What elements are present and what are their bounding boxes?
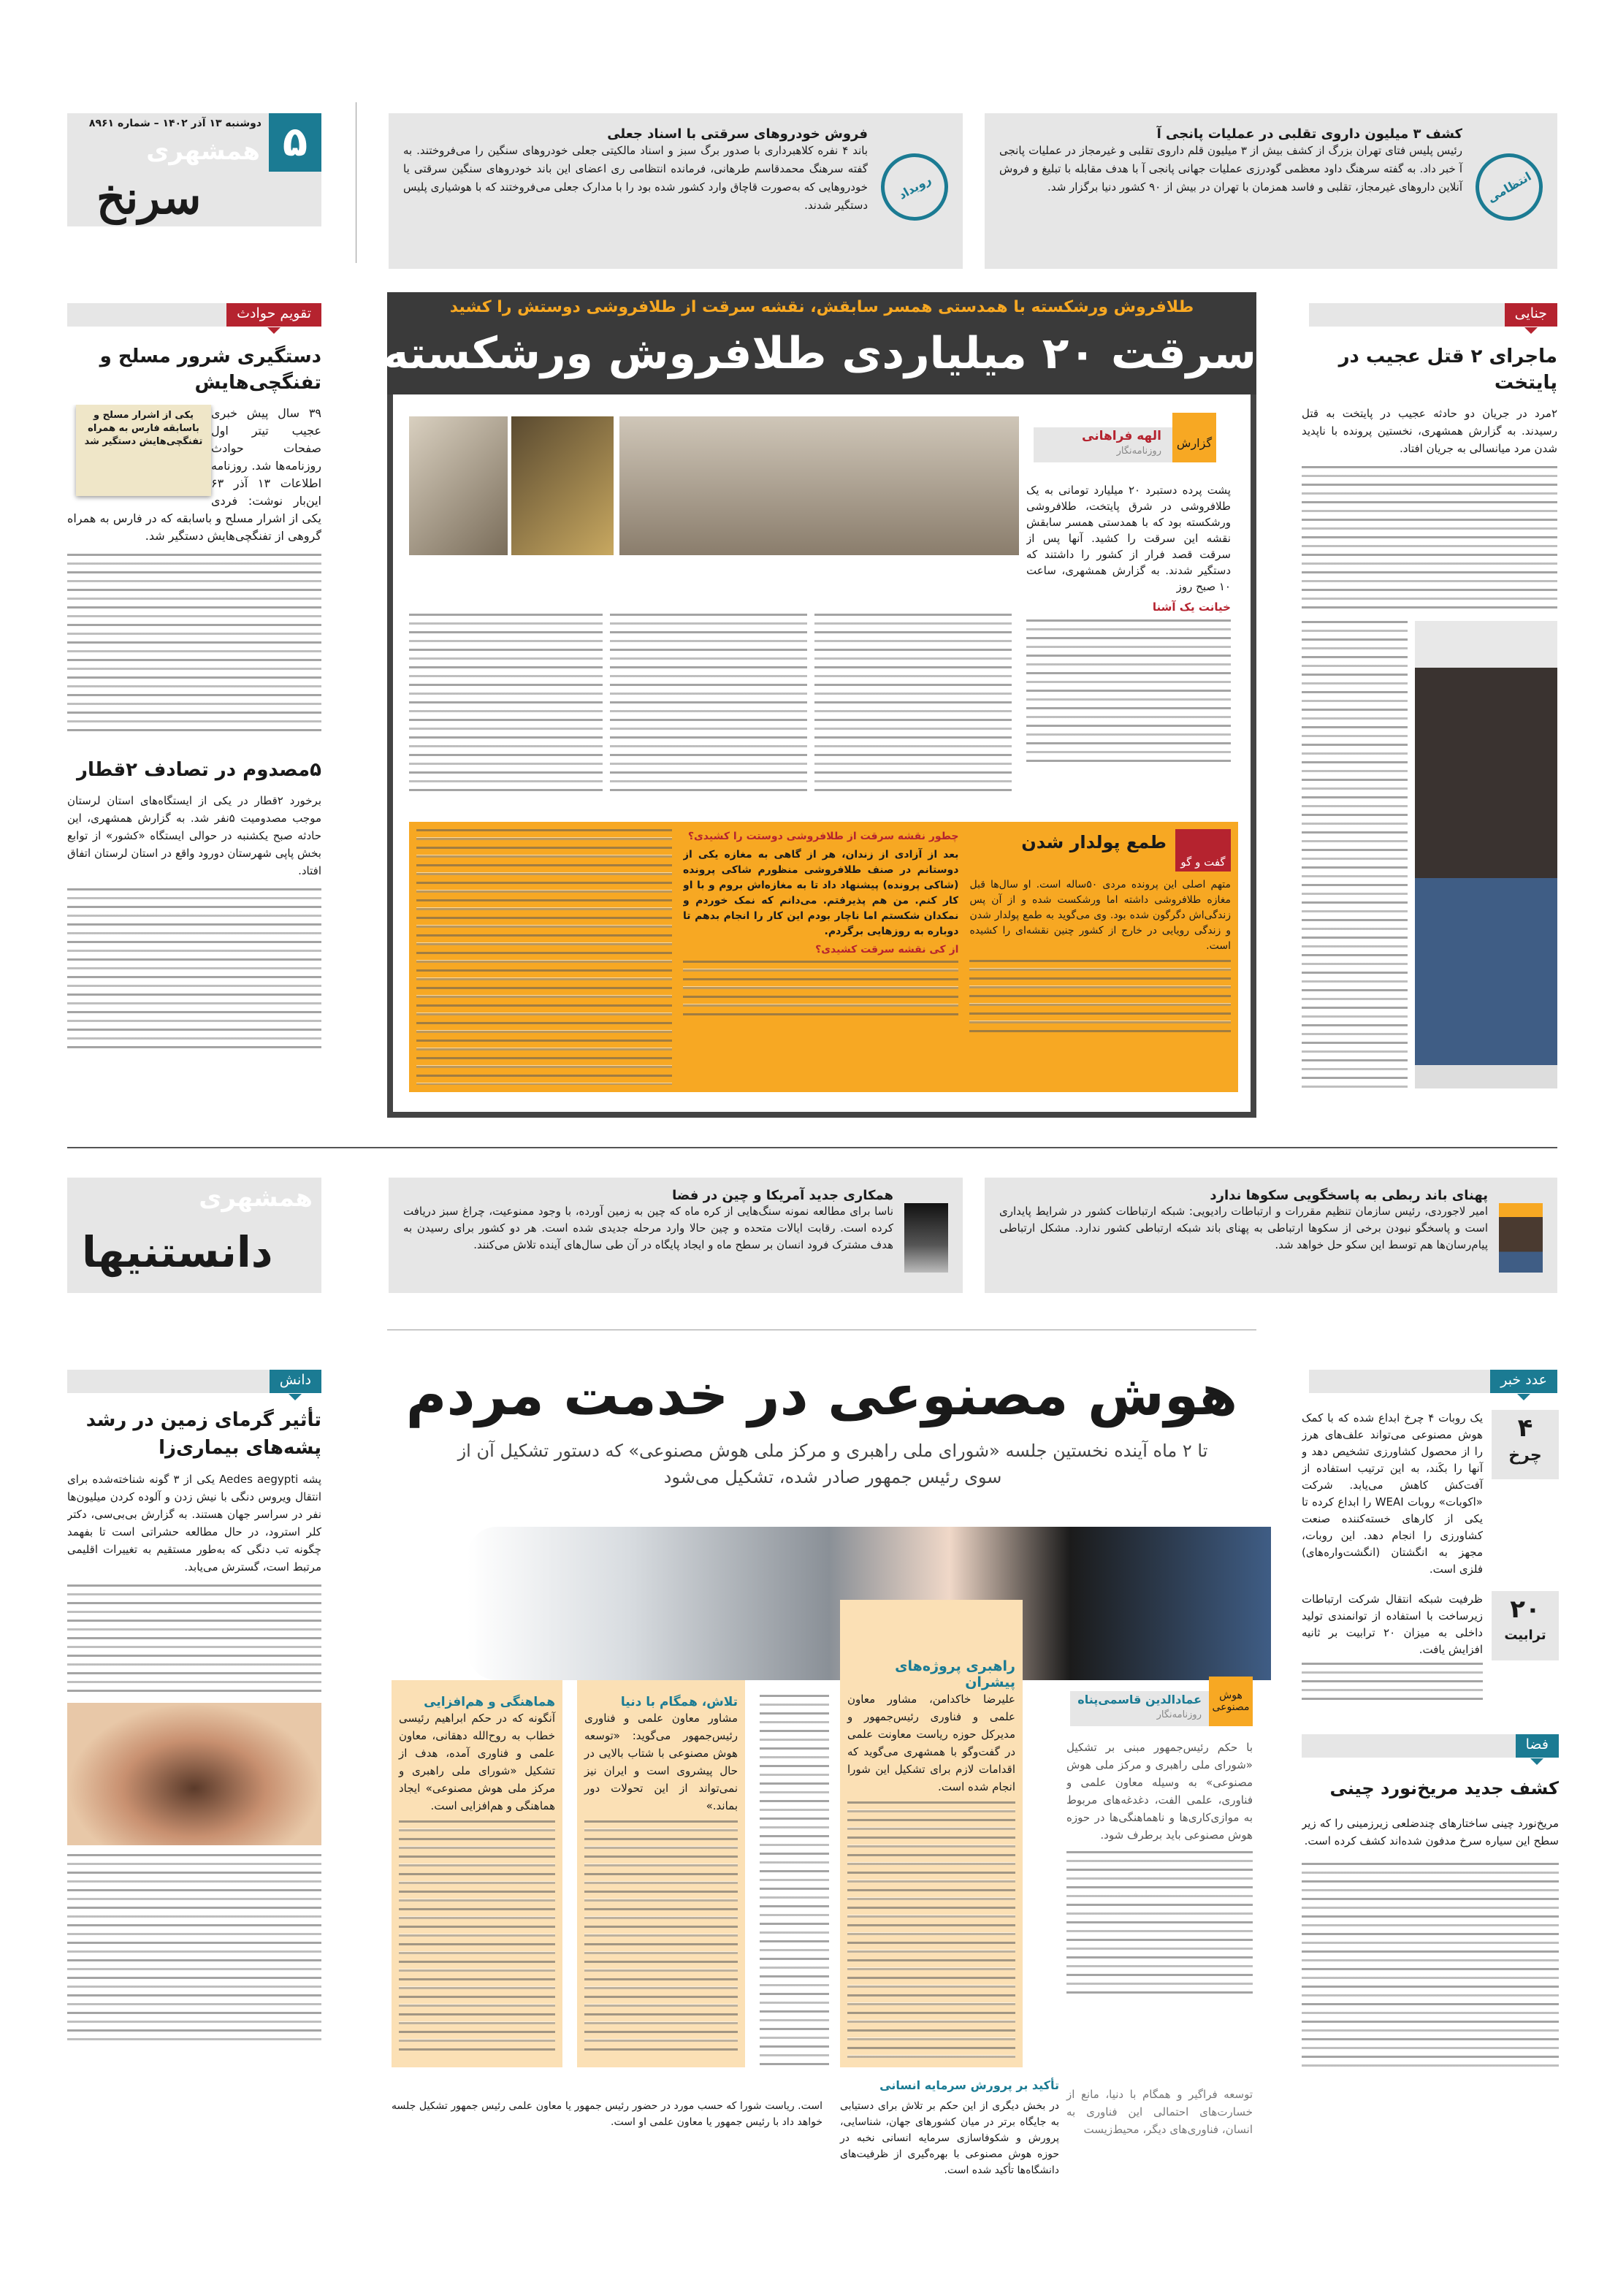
brief-title: پهنای باند ربطی به پاسخگویی سکوها ندارد — [1210, 1188, 1488, 1203]
article-body: ۳۹ سال پیش خبری عجیب تیتر اول صفحات حوادث روزنامه‌ها شد. روزنامه اطلاعات ۱۳ آذر ۶۳ این‌بار نوشت: فردی یکی از اشرار مسلح و باسابقه که در فارس به همراه گروهی از تفنگچی‌هایش دستگیر شد. — [67, 406, 321, 543]
main-headline: سرقت ۲۰ میلیاردی طلافروش ورشکسته — [383, 328, 1256, 379]
brief-box — [389, 113, 963, 269]
right-column — [1302, 343, 1557, 1118]
article-headline: ۵مصدوم در تصادف ۲قطار — [77, 759, 321, 781]
author-role: روزنامه‌نگار — [1116, 446, 1161, 457]
text-lines — [683, 961, 958, 1019]
ai-side-text: توسعه فراگیر و همگام با دنیا، مانع از خسارت‌های احتمالی این فناوری به انسان، فناوری‌های دیگر، محیط‌زیست — [1066, 2088, 1253, 2136]
brief-text: باند ۴ نفره کلاهبرداری با صدور برگ سبز و اسناد مالکیتی جعلی خودروهای سنگین را می‌فروختند. به گفته سرهنگ محمدقاسم طرهانی، فرمانده انتظامی ری اعضای این باند خودروهای سنگین سرقتی یا خودروهایی که به‌صورت قاچاق وارد کشور شده بود را با مدارک جعلی می‌فروختند که با هوشیاری پلیس دستگیر شدند. — [403, 144, 868, 212]
section-tag — [1309, 1370, 1557, 1393]
numbers-column — [1302, 1410, 1559, 2272]
text-lines — [814, 614, 1012, 796]
suspect-photo — [1415, 621, 1557, 1088]
article-headline: دستگیری شرور مسلح و تفنگچی‌هایش — [99, 346, 321, 394]
section-tag — [67, 1370, 321, 1393]
number-item — [1302, 1591, 1559, 1706]
article-lead: پشت پرده دستبرد ۲۰ میلیارد تومانی به یک طلافروشی در شرق پایتخت، طلافروشی ورشکسته بود که با همدستی همسر سابقش نقشه این سرقت را کشید. آنها پس از سرقت قصد فرار از کشور را داشتند که دستگیر شدند. به گزارش همشهری، ساعت ۱۰ صبح روز — [1026, 484, 1231, 593]
ai-column — [840, 1600, 1023, 2067]
text-lines — [67, 1584, 321, 1694]
text-lines — [67, 1854, 321, 2044]
masthead — [67, 113, 321, 226]
main-headline-banner — [383, 292, 1256, 394]
ai-lead-column — [1066, 1739, 1253, 2075]
section-label: گزارش — [1172, 413, 1216, 462]
tag-label: جنایی — [1505, 303, 1557, 327]
section-label: هوش مصنوعی — [1209, 1677, 1253, 1726]
text-lines — [1302, 621, 1408, 1088]
text-lines — [67, 888, 321, 1049]
subheading: تأکید بر پرورش سرمایه انسانی — [879, 2078, 1059, 2092]
author-name: الهه فراهانی — [1082, 429, 1161, 443]
brief-text: امیر لاجوردی، رئیس سازمان تنظیم مقررات و ارتباطات رادیویی: شبکه ارتباطات کشور در شرایط پایداری است و پاسخگو نبودن برخی از سکوها ارتباطی به پهنای باند شبکه ارتباطی کشور ندارد. مشکل ارتباطی پیام‌رسان‌ها هم توسط این سکو حل خواهد شد. — [999, 1205, 1488, 1251]
interview-question: از کی نقشه سرقت کشیدی؟ — [815, 944, 959, 956]
brief-box — [985, 1178, 1557, 1293]
column-text: علیرضا خاکدامن، مشاور معاون علمی و فناوری رئیس‌جمهور و مدیرکل حوزه ریاست معاونت علمی در گفت‌وگو با همشهری می‌گوید که اقدامات لازم برای تشکیل این شورا انجام شده است. — [847, 1693, 1015, 1793]
brief-text: رئیس پلیس فتای تهران بزرگ از کشف بیش از ۳ میلیون قلم داروی تقلبی و غیرمجاز در عملیات پانجی آ خبر داد. به گفته سرهنگ داود معظمی گودرزی عملیات جهانی پانجی آ با هدف مقابله با تبلیغ و فروش آنلاین داروهای غیرمجاز، تقلبی و فاسد همزمان با تهران در بیش از ۹۰ کشور دنیا برگزار شد. — [999, 144, 1462, 194]
article-body: ۲مرد در جریان دو حادثه عجیب در پایتخت به قتل رسیدند. به گزارش همشهری، نخستین پرونده با ناپدید شدن مرد میانسالی به جریان افتاد. — [1302, 407, 1557, 455]
main-lead-column — [1026, 482, 1231, 804]
interview-column — [969, 829, 1231, 1085]
text-lines — [409, 614, 603, 796]
number-unit: چرخ — [1508, 1446, 1542, 1465]
text-lines — [969, 960, 1231, 1033]
text-lines — [760, 1695, 829, 2067]
text-lines — [1026, 619, 1231, 766]
byline — [1034, 427, 1216, 462]
author-role: روزنامه‌نگار — [1156, 1709, 1202, 1720]
brief-title: کشف ۳ میلیون داروی تقلبی در عملیات پانجی آ — [1156, 126, 1462, 142]
stamp-icon: رویداد — [869, 141, 961, 233]
text-lines — [1066, 1851, 1253, 1997]
brand-watermark: همشهری — [146, 137, 260, 166]
brief-box — [389, 1178, 963, 1293]
text-lines — [610, 614, 807, 796]
column-text: مشاور معاون علمی و فناوری رئیس‌جمهور می‌گوید: «توسعه هوش مصنوعی با شتاب بالایی در حال پیشروی است و ایران نیز نمی‌تواند از این تحولات دور بماند.» — [584, 1712, 738, 1812]
section-tag — [1309, 303, 1557, 327]
text-lines — [1302, 1863, 1559, 2067]
page-divider — [67, 1147, 1557, 1148]
text-lines — [584, 1820, 738, 2054]
article-headline: ماجرای ۲ قتل عجیب در پایتخت — [1338, 346, 1557, 394]
brand-watermark: همشهری — [199, 1183, 313, 1213]
author-name: عمادالدین قاسمی‌پناه — [1077, 1693, 1202, 1706]
interview-intro: متهم اصلی این پرونده مردی ۵۰ساله است. او سال‌ها قبل مغازه طلافروشی داشته اما ورشکست شده و از آن پس زندگی‌اش دگرگون شده بود. وی می‌گوید به طمع پولدار شدن و زندگی رویایی در خارج از کشور چنین نقشه‌ای را کشیده است. — [969, 879, 1231, 952]
interview-title: طمع پولدار شدن — [1021, 832, 1167, 853]
number-value: ۴ — [1517, 1414, 1533, 1443]
tag-label: تقویم حوادث — [226, 303, 321, 327]
page-number: ۵ — [269, 113, 321, 172]
mosquito-image — [67, 1703, 321, 1845]
lunar-lander-image — [904, 1203, 948, 1273]
interview-box — [409, 822, 1238, 1092]
article-body: در بخش دیگری از این حکم بر تلاش برای دستیابی به جایگاه برتر در میان کشورهای جهان، شناسایی، پرورش و شکوفاسازی سرمایه انسانی نخبه در حوزه هوش مصنوعی با بهره‌گیری از ظرفیت‌های دانشگاه‌ها تأکید شده است. — [840, 2100, 1059, 2176]
brief-text: ناسا برای مطالعه نمونه سنگ‌هایی از کره ماه که چین به زمین آورده، با وجود ممنوعیت، چراغ سبز دریافت کرده است. رقابت ایالات متحده و چین حالا وارد مرحله جدیدی شده است. هر دو کشور برای رسیدن به هدف مشترک فرود انسان بر سطح ماه و ایجاد پایگاه در آن طی سال‌های آینده تلاش می‌کنند. — [403, 1205, 893, 1251]
ai-column — [392, 1680, 562, 2067]
number-text: ظرفیت شبکه انتقال شرکت ارتباطات زیرساخت با استفاده از توانمندی تولید داخلی به میزان ۲۰ ترابیت بر ثانیه افزایش یافت. — [1302, 1593, 1483, 1656]
left-column — [67, 343, 321, 1118]
science-column — [67, 1406, 321, 2195]
brief-title: همکاری جدید آمریکا و چین در فضا — [672, 1188, 893, 1203]
column-subhead: تلاش، همگام با دنیا — [620, 1695, 738, 1709]
number-badge — [1492, 1591, 1559, 1660]
brief-box — [985, 113, 1557, 269]
number-value: ۲۰ — [1510, 1595, 1541, 1624]
section-tag — [67, 303, 321, 327]
number-badge — [1492, 1410, 1559, 1479]
suspects-photo — [619, 416, 1019, 555]
text-lines — [399, 1820, 555, 2054]
column-text: آنگونه که در حکم ابراهیم رئیسی خطاب به روح‌الله دهقانی، معاون علمی و فناوری آمده، هدف از تشکیل «شورای ملی راهبری و مرکز ملی هوش مصنوعی» ایجاد هماهنگی و هم‌افزایی است. — [399, 1712, 555, 1812]
evidence-photo-cash — [409, 416, 508, 555]
article-body: برخورد ۲قطار در یکی از ایستگاه‌های استان لرستان موجب مصدومیت ۵نفر شد. به گزارش همشهری، این حادثه صبح یکشنبه در حوالی ایستگاه «کشور» از توابع بخش پاپی شهرستان دورود واقع در استان لرستان اتفاق افتاد. — [67, 794, 321, 877]
article-body: است. ریاست شورا که حسب مورد در حضور رئیس جمهور یا معاون علمی رئیس جمهور تشکیل جلسه خواهد داد با رئیس جمهور یا معاون علمی او است. — [392, 2100, 822, 2128]
evidence-photo-gold — [511, 416, 614, 555]
brief-title: فروش خودروهای سرقتی با اسناد جعلی — [607, 126, 868, 142]
newspaper-clip-image — [76, 405, 211, 496]
clip-headline: یکی از اشرار مسلح و باسابقه فارس به همراه تفنگچی‌هایش دستگیر شد — [84, 410, 203, 447]
tag-label: دانش — [270, 1370, 321, 1393]
number-text: یک روبات ۴ چرخ ابداع شده که با کمک هوش مصنوعی می‌تواند علف‌های هرز را از محصول کشاورزی تشخیص دهد و آنها را بکَند، به این ترتیب استفاده از آفت‌کش کاهش می‌یابد. شرکت «اکوبات» روبات WEAI را ابداع کرده تا یکی از کارهای خسته‌کننده صنعت کشاورزی را انجام دهد. این روبات، مجهز به انگشتان (انگشت‌واره‌های) فلزی است. — [1302, 1411, 1484, 1576]
official-portrait — [1499, 1203, 1543, 1273]
science-masthead — [67, 1178, 321, 1293]
column-subhead: هماهنگی و هم‌افزایی — [424, 1695, 555, 1709]
article-body: مریخ‌نورد چینی ساختارهای چندضلعی زیرزمینی را که زیر سطح این سیاره سرخ مدفون شده‌اند کشف کرده است. — [1302, 1817, 1559, 1847]
interview-question: چطور نقشه سرقت از طلافروشی دوستت را کشیدی؟ — [687, 831, 959, 842]
issue-date: دوشنبه ۱۳ آذر ۱۴۰۲ – شماره ۸۹۶۱ — [88, 118, 262, 129]
subheading: خیانت یک آشنا — [1152, 600, 1231, 614]
number-unit: ترابیت — [1504, 1628, 1546, 1643]
number-item — [1302, 1410, 1559, 1578]
section-tag — [1302, 1734, 1559, 1758]
interview-column — [683, 829, 958, 1085]
text-lines — [1302, 466, 1557, 612]
section-logo: دانستنیها — [82, 1227, 273, 1277]
interview-label: گفت و گو — [1175, 829, 1231, 872]
article-body: پشه Aedes aegypti یکی از ۳ گونه شناخته‌شده برای انتقال ویروس دنگی با نیش زدن و آلوده کردن میلیون‌ها نفر در سراسر جهان هستند. به گزارش بی‌بی‌سی، دکتر کلر استرود، در حال مطالعه حشراتی است تا بفهمد چگونه تب دنگی که به‌طور مستقیم به تغییرات اقلیمی مرتبط است، گسترش می‌یابد. — [67, 1473, 321, 1574]
text-lines — [67, 554, 321, 736]
tag-label: فضا — [1516, 1734, 1559, 1758]
column-subhead: راهبری پروژه‌های پیشران — [895, 1658, 1015, 1690]
ai-column — [577, 1680, 745, 2067]
main-kicker: طلافروش ورشکسته با همدستی همسر سابقش، نقشه سرقت از طلافروشی دوستش را کشید — [449, 298, 1194, 316]
section-logo: سرنخ — [96, 171, 202, 224]
article-headline: کشف جدید مریخ‌نورد چینی — [1329, 1778, 1559, 1799]
ai-lead: با حکم رئیس‌جمهور مبنی بر تشکیل «شورای ملی راهبری و مرکز ملی هوش مصنوعی» به وسیله معاون علمی و فناوری، علمی الفت، دغدغه‌های مربوط به موازی‌کاری‌ها و ناهماهنگی‌ها در حوزه هوش مصنوعی باید برطرف شود. — [1066, 1741, 1253, 1842]
stamp-icon: انتظامی — [1463, 141, 1555, 233]
article-headline: تأثیر گرمای زمین در رشد پشه‌های بیماری‌زا — [85, 1409, 321, 1459]
byline — [1070, 1691, 1253, 1726]
ai-headline: هوش مصنوعی در خدمت مردم — [405, 1362, 1238, 1427]
text-lines — [847, 1801, 1015, 2064]
ai-subtitle: تا ۲ ماه آینده نخستین جلسه «شورای ملی راهبری و مرکز ملی هوش مصنوعی» که دستور تشکیل آن از سوی رئیس جمهور صادر شده، تشکیل می‌شود — [457, 1441, 1208, 1487]
text-lines — [1302, 1663, 1483, 1706]
interview-answer: بعد از آزادی از زندان، هر از گاهی به مغازه یکی از دوستانم در صنف طلافروشی منظورم شاکی پرونده (شاکی پرونده) پیشنهاد داد تا به مغازه‌اش بروم و با او کار کنم. من هم پذیرفتم. می‌دانم که نمک خوردم و نمکدان شکستم اما ناچار بودم این کار را انجام بدهم تا دوباره به روزهایی برگردم. — [683, 849, 959, 937]
text-lines — [416, 829, 672, 1085]
tag-label: عدد خبر — [1490, 1370, 1557, 1393]
